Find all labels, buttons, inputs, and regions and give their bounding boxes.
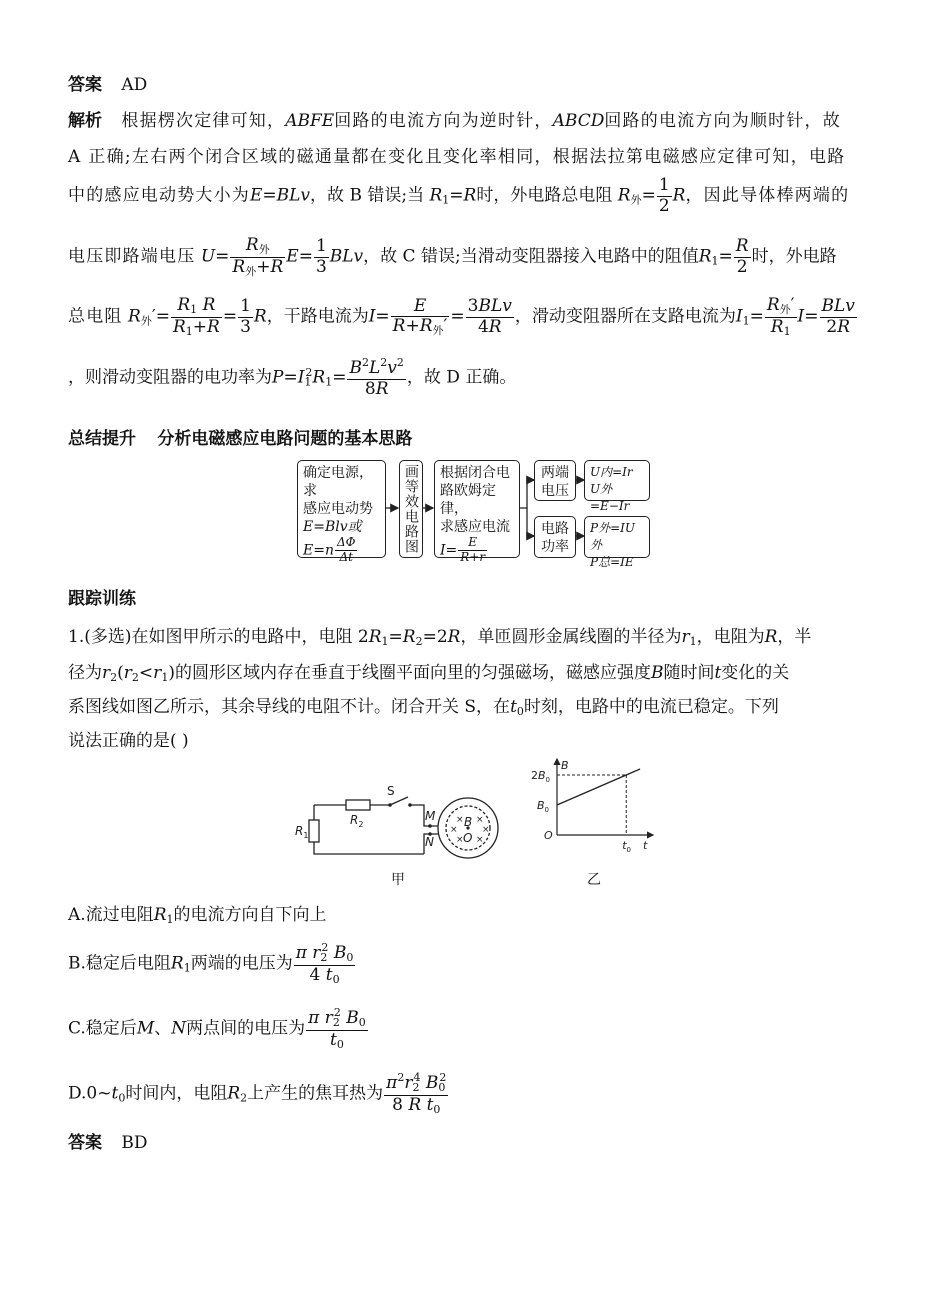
flow-box-current: 根据闭合电 路欧姆定律， 求感应电流 I= $\frac{E}{R+r}$ xyxy=(434,460,520,558)
question-line-1: 1.(多选)在如图甲所示的电路中，电阻 $2R_1=R_2=2R$，单匝圆形金属线圈的半径为$r_1$，电阻为R，半 xyxy=(68,627,812,648)
analysis-line-3: 中的感应电动势大小为E=BLv，故 B 错误;当 $R_1=R$时，外电路总电阻 $R_外=$ $\frac{1}{2}$ R，因此导体棒两端的 xyxy=(68,175,850,216)
field-cross: × xyxy=(482,825,490,835)
analysis-line-4: 电压即路端电压 U= $\frac{R_外}{R_外+R}$ E= $\frac{1}{3}$ BLv，故 C 错误;当滑动变阻器接入电路中的阻值$R_1=$ $\frac{R}{2}$ 时，外电路 xyxy=(68,235,837,278)
field-cross: × xyxy=(476,835,484,845)
analysis-label: 解析 xyxy=(68,111,102,131)
series-line-b xyxy=(557,769,640,805)
graph-figure xyxy=(525,755,660,855)
flow-box-source: 确定电源，求 感应电动势 E=Blv或 E=n $\frac{\Delta\Phi}{\Delta t}$ xyxy=(297,460,386,558)
x-axis-label: t xyxy=(643,839,648,852)
field-cross: × xyxy=(450,825,458,835)
question-line-4: 说法正确的是( ) xyxy=(68,731,189,751)
option-d[interactable]: $D.0\sim t_0$时间内，电阻$R_2$上产生的焦耳热为 $\frac{\pi^2r_2^4 B_0^2}{8 R t_0}$ xyxy=(68,1071,447,1116)
analysis-line-5: 总电阻 $R_外'=$ $\frac{R_1 R}{R_1+R}$ = $\frac{1}{3}$ R，干路电流为I= $\frac{E}{R+R_外'}$ = $\frac{\text{3BLv}}{4R}$ ，滑动变阻器所在支路电流为$I_1=$ $\frac{R_外'}{R_1}$ I= $\frac{\text{BLv}}{2R}$ xyxy=(68,295,855,338)
y-tick-b0: $B_0$ xyxy=(537,799,550,814)
training-heading: 跟踪训练 xyxy=(68,589,136,609)
graph-caption: 乙 xyxy=(587,872,601,888)
summary-title: 分析电磁感应电路问题的基本思路 xyxy=(157,429,413,449)
label-r1: $R_1$ xyxy=(295,824,309,840)
resistor-r1 xyxy=(309,820,319,842)
x-tick-t0: $t_0$ xyxy=(622,839,632,854)
answer-label: 答案 xyxy=(68,75,102,95)
question-line-2: 径为$r_2(r_2<r_1)$的圆形区域内存在垂直于线圈平面向里的匀强磁场，磁感应强度B随时间t变化的关 xyxy=(68,663,790,684)
circuit-caption: 甲 xyxy=(391,872,405,888)
resistor-r2 xyxy=(346,800,370,810)
option-b[interactable]: B.稳定后电阻$R_1$两端的电压为 $\frac{\pi r_2^2 B_0}{4 t_0}$ xyxy=(68,941,354,986)
answer-line-1 xyxy=(68,70,147,95)
flow-box-power-eq: P外=IU外 P总=IE xyxy=(584,516,650,558)
arrow-3b xyxy=(527,508,534,536)
field-cross: × xyxy=(456,815,464,825)
flow-box-circuit: 画等效电路图 xyxy=(399,460,423,558)
label-r2: $R_2$ xyxy=(350,813,364,829)
option-a[interactable]: A.流过电阻$R_1$的电流方向自下向上 xyxy=(68,905,327,926)
origin-label: O xyxy=(544,829,553,842)
summary-label: 总结提升 xyxy=(68,429,136,449)
label-o: O xyxy=(463,831,473,845)
switch-s xyxy=(390,797,408,805)
answer-value-2: BD xyxy=(121,1133,148,1153)
answer-line-2 xyxy=(68,1128,148,1153)
arrow-3a xyxy=(520,480,534,508)
summary-heading xyxy=(68,424,412,449)
flow-box-power: 电路 功率 xyxy=(534,516,576,558)
y-tick-2b0: $2B_0$ xyxy=(531,769,551,784)
wire-bottom xyxy=(314,842,424,854)
label-s: S xyxy=(387,784,395,798)
field-cross: × xyxy=(456,835,464,845)
flow-box-voltage-eq: U内=Ir U外=E−Ir xyxy=(584,460,650,501)
answer-label-2: 答案 xyxy=(68,1133,102,1153)
analysis-line-1: 解析 根据楞次定律可知，ABFE回路的电流方向为逆时针，ABCD回路的电流方向为顺时针，故 xyxy=(68,111,841,131)
analysis-line-6: ，则滑动变阻器的电功率为$P=I_1^2R_1=$ $\frac{B^2L^2v^2}{8R}$ ，故 D 正确。 xyxy=(68,356,517,399)
flow-box-voltage: 两端 电压 xyxy=(534,460,576,501)
field-cross: × xyxy=(476,815,484,825)
option-c[interactable]: C.稳定后M、N两点间的电压为 $\frac{\pi r_2^2 B_0}{t_0}$ xyxy=(68,1006,366,1051)
y-axis-label: B xyxy=(561,759,569,772)
label-b: B xyxy=(464,815,473,829)
label-m: M xyxy=(425,809,436,823)
analysis-line-2: A 正确;左右两个闭合区域的磁通量都在变化且变化率相同，根据法拉第电磁感应定律可知，电路 xyxy=(68,147,846,167)
answer-value: AD xyxy=(121,75,148,95)
question-line-3: 系图线如图乙所示，其余导线的电阻不计。闭合开关 S，在$t_0$时刻，电路中的电流已稳定。下列 xyxy=(68,697,779,718)
label-n: N xyxy=(425,835,434,849)
